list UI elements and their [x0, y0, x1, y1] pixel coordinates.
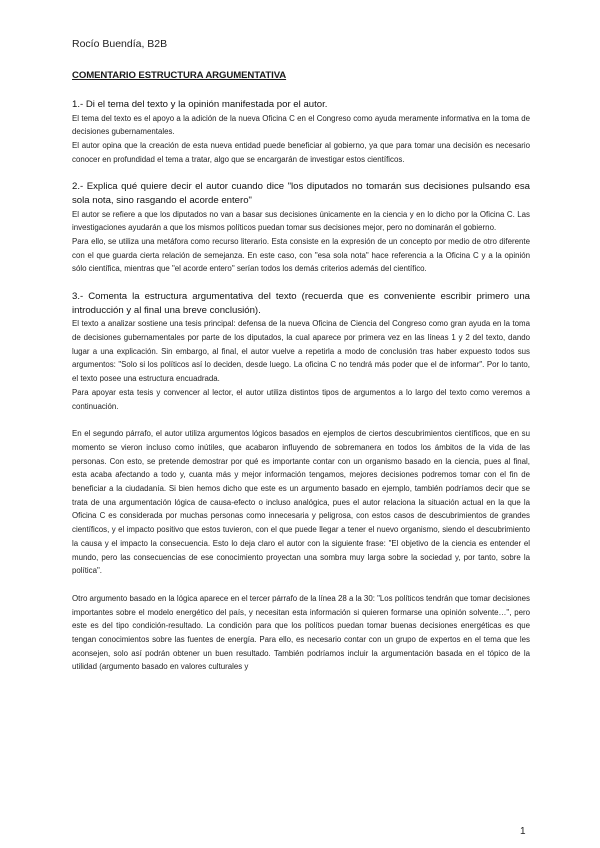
- answer-3-paragraph: Para apoyar esta tesis y convencer al lector, el autor utiliza distintos tipos de argumentos a lo largo del texto como veremos a continuación.: [72, 387, 530, 411]
- question-3: 3.- Comenta la estructura argumentativa del texto (recuerda que es conveniente escribir primero una introducción y al final una breve conclusión).: [72, 291, 530, 316]
- author-header: Rocío Buendía, B2B: [72, 38, 168, 50]
- spacer: [72, 276, 530, 290]
- spacer: [72, 166, 530, 180]
- answer-3-paragraph: En el segundo párrafo, el autor utiliza argumentos lógicos basados en ejemplos de ciertos descubrimientos científicos, que en su momento se vieron incluso como inútiles, que acabaron influyendo de sobremanera en todos los ámbitos de la vida de las personas. Con esto, se pretende demostrar por qué es importante contar con un organismo basado en la ciencia, pues al final, esta acaba afectando a todo y, cuanta más y mejor información tengamos, mejores decisiones podremos tomar con el fin de beneficiar a la ciudadanía. Si bien hemos dicho que este es un argumento basado en ejemplo, también podríamos decir que se trata de una argumentación lógica de causa-efecto o incluso analógica, pues el autor relaciona la situación actual en la que la Oficina C es considerada por muchas personas como innecesaria y peligrosa, con estos casos de descubrimientos de grandes científicos, y el impacto positivo que estos tuvieron, con el que puede llegar a tener el nuevo organismo, siendo el descubrimiento la causa y el impacto la consecuencia. Esto lo deja claro el autor con la siguiente frase: "El objetivo de la ciencia es entender el mundo, pero las consecuencias de ese conocimiento proyectan una sombra muy larga sobre la sociedad y, por tanto, sobre la política".: [72, 429, 530, 576]
- spacer: [72, 578, 530, 592]
- question-2: 2.- Explica qué quiere decir el autor cuando dice "los diputados no tomarán sus decisiones pulsando esa sola nota, sino rasgando el acorde entero": [72, 181, 530, 206]
- document-title: COMENTARIO ESTRUCTURA ARGUMENTATIVA: [72, 70, 287, 81]
- answer-1-paragraph: El tema del texto es el apoyo a la adición de la nueva Oficina C en el Congreso como ayuda meramente informativa en la toma de decisiones gubernamentales.: [72, 113, 530, 137]
- answer-3-paragraph: El texto a analizar sostiene una tesis principal: defensa de la nueva Oficina de Ciencia del Congreso como gran ayuda en la toma de decisiones gubernamentales por parte de los diputados, la cual aparece por primera vez en las líneas 1 y 2 del texto, dando lugar a una explicación. Sin embargo, al final, el autor vuelve a repetirla a modo de conclusión tras haber expuesto todos sus argumentos: "Solo si los políticos así lo deciden, desde luego. La oficina C no tendrá más poder que el de informar". Por lo tanto, el texto posee una estructura encuadrada.: [72, 319, 530, 384]
- spacer: [72, 413, 530, 427]
- answer-3-paragraph: Otro argumento basado en la lógica aparece en el tercer párrafo de la línea 28 a la 30: "Los políticos tendrán que tomar decisiones importantes sobre el modelo energético del país, y necesitan esta información si quieren formarse una opinión solvente…", pero este es del tipo condición-resultado. La condición para que los políticos puedan tomar buenas decisiones energéticas es que tengan conocimientos sobre las fuentes de energía. Para ello, es necesario contar con un grupo de expertos en el tema que les aconsejen, solo así podrán obtener un buen resultado. También podríamos incluir la argumentación basada en el tópico de la utilidad (argumento basado en valores culturales y: [72, 593, 530, 672]
- document-body: [72, 70, 530, 674]
- answer-1-paragraph: El autor opina que la creación de esta nueva entidad puede beneficiar al gobierno, ya que para tomar una decisión es necesario conocer en profundidad el tema a tratar, algo que se encargarán de investigar estos científicos.: [72, 141, 530, 164]
- question-1: 1.- Di el tema del texto y la opinión manifestada por el autor.: [72, 99, 328, 110]
- answer-2-paragraph: El autor se refiere a que los diputados no van a basar sus decisiones únicamente en la ciencia y en lo dicho por la Oficina C. Las investigaciones ayudarán a que los mismos políticos puedan tomar sus decisiones mejor, pero no dominarán el gobierno.: [72, 209, 530, 233]
- answer-2-paragraph: Para ello, se utiliza una metáfora como recurso literario. Esta consiste en la expresión de un concepto por medio de otro diferente con el que guarda cierta relación de semejanza. En este caso, con "esa sola nota" hace referencia a la Oficina C y a la opinión sólo científica, mientras que "el acorde entero" serían todos los demás criterios además del científico.: [72, 237, 530, 274]
- page-number: 1: [520, 826, 526, 837]
